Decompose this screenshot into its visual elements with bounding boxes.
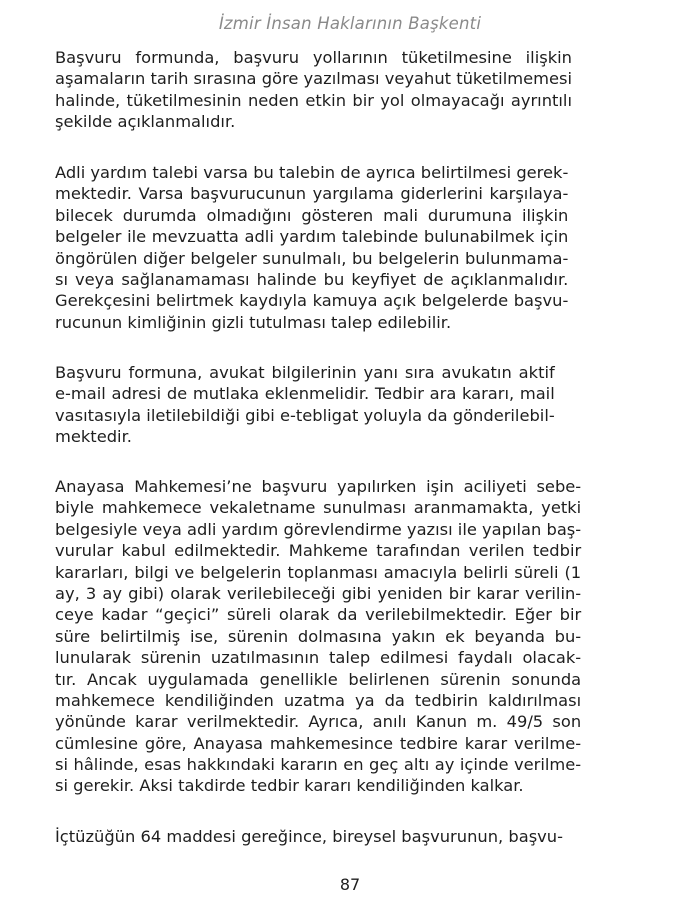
text-line: lunularak sürenin uzatılmasının talep edilmesi faydalı olacak- [55, 648, 582, 668]
text-line: Anayasa Mahkemesi’ne başvuru yapılırken işin aciliyeti sebe- [55, 477, 582, 496]
text-line: İçtüzüğün 64 maddesi gereğince, bireysel başvurunun, başvu- [55, 827, 564, 846]
text-line: si gerekir. Aksi takdirde tedbir kararı kendiliğinden kalkar. [55, 776, 524, 796]
text-line: öngörülen diğer belgeler sunulmalı, bu belgelerin bulunmama- [55, 248, 569, 268]
text-line: Başvuru formuna, avukat bilgilerinin yanı sıra avukatın aktif [55, 363, 555, 382]
text-line: ceye kadar “geçici” süreli olarak da verilebilmektedir. Eğer bir [55, 605, 582, 625]
text-line: mektedir. Varsa başvurucunun yargılama giderlerini karşılaya- [55, 184, 569, 204]
text-line: rucunun kimliğinin gizli tutulması talep edilebilir. [55, 312, 452, 332]
text-line: Adli yardım talebi varsa bu talebin de ayrıca belirtilmesi gerek- [55, 163, 569, 182]
running-header: İzmir İnsan Haklarının Başkenti [218, 14, 482, 33]
text-line: aşamaların tarih sırasına göre yazılması veyahut tüketilmemesi [55, 69, 572, 89]
text-line: yönünde karar verilmektedir. Ayrıca, anılı Kanun m. 49/5 son [55, 712, 582, 732]
text-line: şekilde açıklanmalıdır. [55, 112, 236, 132]
text-line: e-mail adresi de mutlaka eklenmelidir. Tedbir ara kararı, mail [55, 384, 555, 404]
page-number: 87 [339, 875, 361, 894]
paragraph-5 [55, 826, 563, 847]
text-line: süre belirtilmiş ise, sürenin dolmasına yakın ek beyanda bu- [55, 626, 582, 646]
text-line: bilecek durumda olmadığını gösteren mali durumuna ilişkin [55, 205, 569, 225]
text-line: Gerekçesini belirtmek kaydıyla kamuya açık belgelerde başvu- [55, 291, 569, 311]
paragraph-2 [55, 162, 568, 333]
paragraph-3 [55, 362, 555, 448]
text-line: si hâlinde, esas hakkındaki kararın en geç altı ay içinde verilme- [55, 755, 582, 775]
paragraph-1 [55, 47, 572, 133]
text-line: vurular kabul edilmektedir. Mahkeme tarafından verilen tedbir [55, 541, 582, 561]
text-line: tır. Ancak uygulamada genellikle belirlenen sürenin sonunda [55, 669, 582, 689]
text-line: kararları, bilgi ve belgelerin toplanması amacıyla belirli süreli (1 [55, 562, 582, 582]
text-line: ay, 3 ay gibi) olarak verilebileceği gibi yeniden bir karar verilin- [55, 583, 582, 603]
text-line: biyle mahkemece vekaletname sunulması aranmamakta, yetki [55, 498, 582, 518]
text-line: belgeler ile mevzuatta adli yardım talebinde bulunabilmek için [55, 227, 569, 247]
text-line: cümlesine göre, Anayasa mahkemesince tedbire karar verilme- [55, 733, 582, 753]
text-line: mektedir. [55, 427, 132, 447]
text-line: belgesiyle veya adli yardım görevlendirme yazısı ile yapılan baş- [55, 519, 582, 539]
text-line: Başvuru formunda, başvuru yollarının tüketilmesine ilişkin [55, 48, 572, 67]
text-line: sı veya sağlanamaması halinde bu keyfiyet de açıklanmalıdır. [55, 269, 569, 289]
text-line: mahkemece kendiliğinden uzatma ya da tedbirin kaldırılması [55, 690, 582, 710]
paragraph-4 [55, 476, 581, 797]
text-line: vasıtasıyla iletilebildiği gibi e-tebligat yoluyla da gönderilebil- [55, 405, 555, 425]
text-line: halinde, tüketilmesinin neden etkin bir yol olmayacağı ayrıntılı [55, 90, 572, 110]
